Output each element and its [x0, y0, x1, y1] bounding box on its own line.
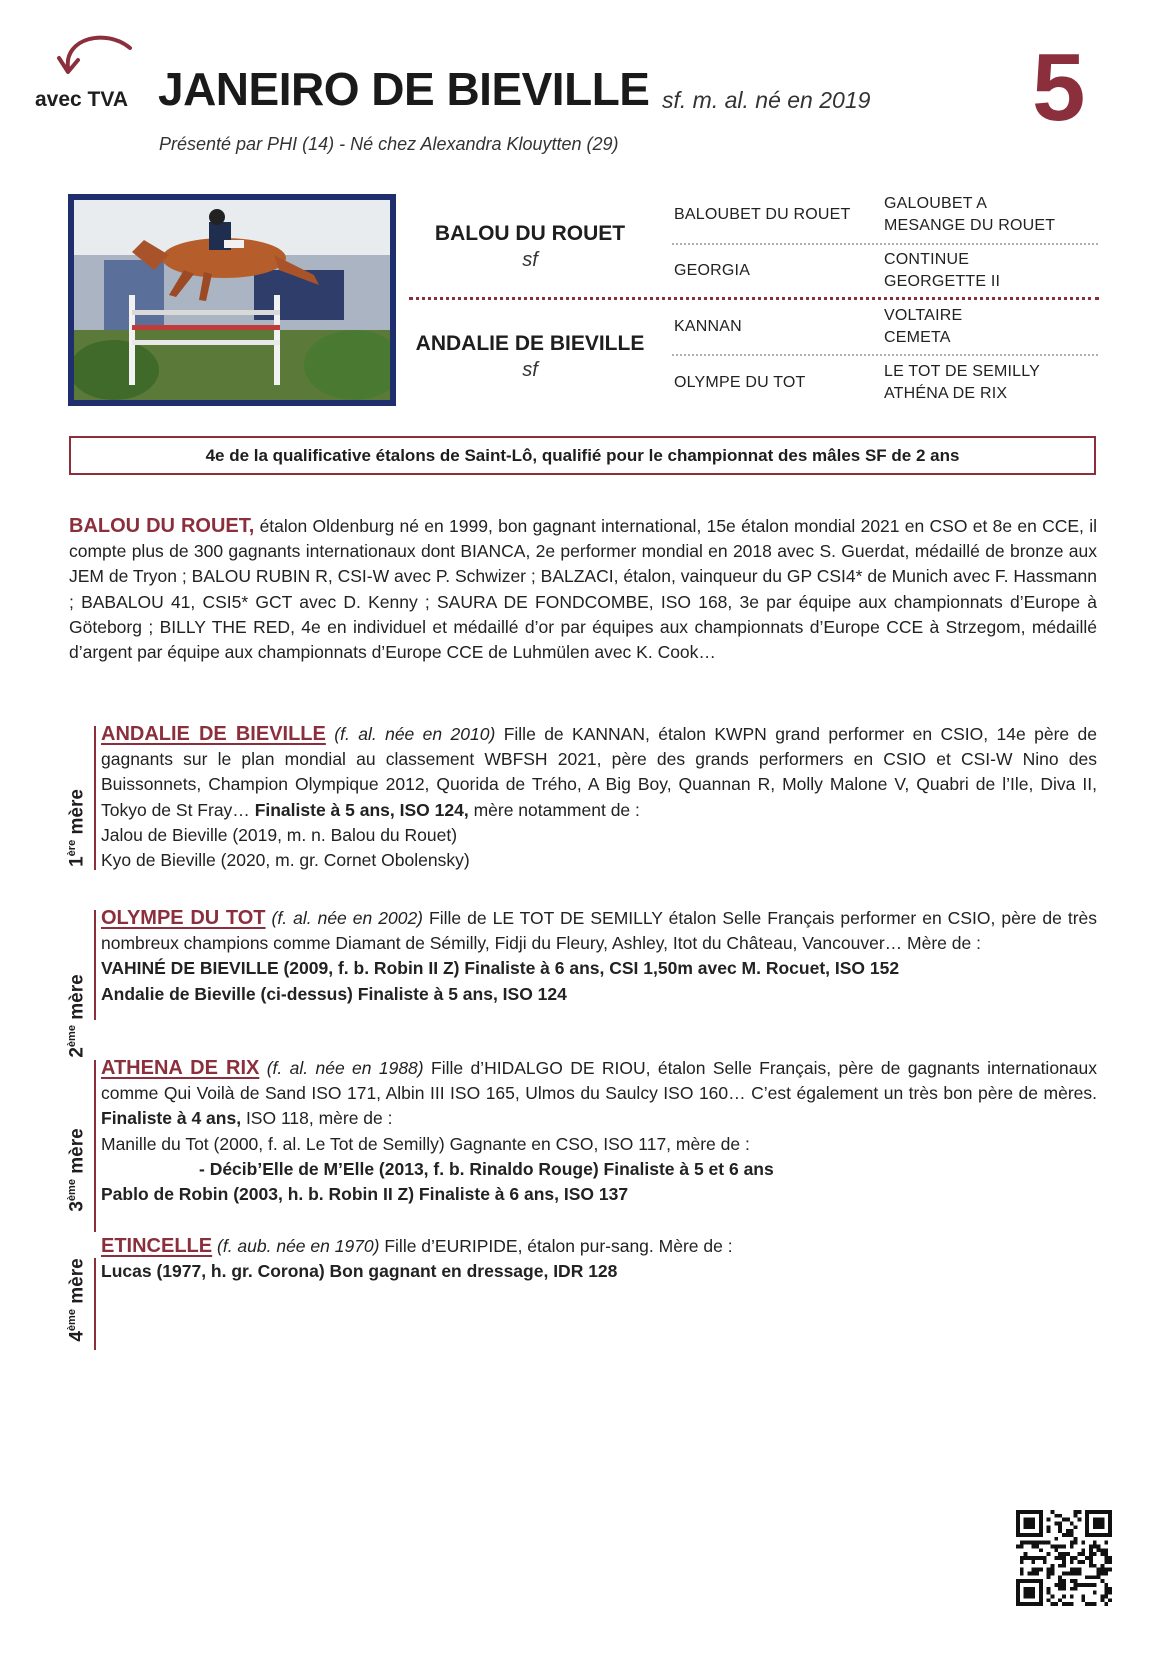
offspring-line: Manille du Tot (2000, f. al. Le Tot de Semilly) Gagnante en CSO, ISO 117, mère de :	[101, 1133, 750, 1154]
mere-3-label: 3ème mère	[66, 1128, 88, 1212]
mere-1-label: 1ère mère	[66, 789, 88, 867]
mere-3-bar	[94, 1060, 96, 1232]
mere-1-block	[101, 722, 1097, 873]
mere-4-label: 4ème mère	[66, 1258, 88, 1342]
granddam-paternal: GEORGIA	[674, 262, 751, 279]
mere-3-text: Fille d’HIDALGO DE RIOU, étalon Selle Français, père de gagnants internationaux comme Qui Voilà de Sand ISO 171, Albin III ISO 165, Ulmos du Saulcy ISO 160… C’est également un très bon père de mères.	[101, 1058, 1098, 1104]
great-grandparents-3	[884, 305, 962, 349]
qr-code-icon[interactable]	[1016, 1510, 1112, 1606]
mere-1-name: ANDALIE DE BIEVILLE	[101, 723, 326, 745]
offspring-subline: - Décib’Elle de M’Elle (2013, f. b. Rinaldo Rouge) Finaliste à 5 et 6 ans	[199, 1158, 774, 1179]
presenter-line: Présenté par PHI (14) - Né chez Alexandra Klouytten (29)	[159, 134, 619, 154]
mere-1-tail: mère notamment de :	[473, 799, 640, 820]
mere-3-info: (f. al. née en 1988)	[266, 1058, 424, 1078]
horse-name: JANEIRO DE BIEVILLE	[158, 63, 650, 115]
ggp-name: MESANGE DU ROUET	[884, 217, 1056, 234]
dam-breed: sf	[522, 359, 538, 381]
dam-name: ANDALIE DE BIEVILLE	[415, 332, 645, 355]
mere-2-label: 2ème mère	[66, 974, 88, 1058]
mere-3-tail: ISO 118, mère de :	[245, 1108, 393, 1129]
mere-1-text: Fille de KANNAN, étalon KWPN grand performer en CSIO, 14e père de gagnants sur le plan mondial au classement WBFSH 2021, père des grands performers en CSIO et CSI-W Nino des Buissonnets, Champion Olympique 2012, Quorida de Trého, A Big Boy, Quannan R, Molly Malone V, Quabri de l’Ile, Diva II, Tokyo de St Fray…	[101, 724, 1098, 820]
mere-2-block	[101, 906, 1097, 1007]
sire-description	[69, 514, 1097, 665]
mere-1-info: (f. al. née en 2010)	[334, 724, 496, 744]
offspring-line: VAHINÉ DE BIEVILLE (2009, f. b. Robin II Z) Finaliste à 6 ans, CSI 1,50m avec M. Rocuet, ISO 152	[101, 958, 900, 979]
mere-1-performance: Finaliste à 5 ans, ISO 124,	[254, 799, 469, 820]
mere-3-performance: Finaliste à 4 ans,	[101, 1108, 242, 1129]
mere-2-text: Fille de LE TOT DE SEMILLY étalon Selle Français performer en CSIO, père de très nombreux champions comme Diamant de Sémilly, Fidji du Fleury, Ashley, Itot du Château, Vancouver… Mère de :	[101, 908, 1098, 954]
mere-3-block	[101, 1056, 1097, 1207]
offspring-line: Andalie de Bieville (ci-dessus) Finaliste à 5 ans, ISO 124	[101, 983, 567, 1004]
ggp-name: GALOUBET A	[884, 195, 988, 212]
pedigree-subdivider	[672, 243, 1098, 245]
lot-number: 5	[1032, 34, 1086, 141]
granddam-maternal: OLYMPE DU TOT	[674, 374, 806, 391]
mere-4-block	[101, 1234, 1097, 1284]
sire-heading: BALOU DU ROUET,	[69, 515, 255, 537]
mere-4-bar	[94, 1258, 96, 1350]
qualification-banner: 4e de la qualificative étalons de Saint-Lô, qualifié pour le championnat des mâles SF de 2 ans	[69, 436, 1096, 475]
horse-photo	[68, 194, 396, 406]
ggp-name: CEMETA	[884, 329, 951, 346]
ggp-name: GEORGETTE II	[884, 273, 1001, 290]
sire-text: étalon Oldenburg né en 1999, bon gagnant international, 15e étalon mondial 2021 en CSO et 8e en CCE, il compte plus de 300 gagnants internationaux dont BIANCA, 2e performer mondial en 2018 avec S. Guerdat, médaillé de bronze aux JEM de Tryon ; BALOU RUBIN R, CSI-W avec P. Schwizer ; BALZACI, étalon, vainqueur du GP CSI4* de Munich avec F. Hassmann ; BABALOU 41, CSI5* GCT avec D. Kenny ; SAURA DE FONDCOMBE, ISO 168, 3e par équipe aux championnats d’Europe à Göteborg ; BILLY THE RED, 4e en individuel et médaillé d’or par équipes aux championnats d’Europe CCE à Strzegom, médaillé d’argent par équipe aux championnats d’Europe CCE de Luhmülen avec K. Cook…	[69, 516, 1097, 663]
mere-2-bar	[94, 910, 96, 1020]
ggp-name: LE TOT DE SEMILLY	[884, 363, 1041, 380]
horse-meta: sf. m. al. né en 2019	[662, 87, 871, 113]
offspring-line: Kyo de Bieville (2020, m. gr. Cornet Obolensky)	[101, 850, 470, 871]
mere-2-name: OLYMPE DU TOT	[101, 907, 266, 929]
mere-4-info: (f. aub. née en 1970)	[217, 1236, 380, 1256]
offspring-line: Lucas (1977, h. gr. Corona) Bon gagnant en dressage, IDR 128	[101, 1261, 618, 1282]
ggp-name: CONTINUE	[884, 251, 970, 268]
mere-4-name: ETINCELLE	[101, 1235, 213, 1257]
pedigree-subdivider	[672, 354, 1098, 356]
sire-breed: sf	[522, 249, 538, 271]
mere-1-bar	[94, 726, 96, 870]
curved-arrow-icon	[56, 28, 136, 84]
mere-2-info: (f. al. née en 2002)	[271, 908, 424, 928]
show-jumping-image	[74, 200, 390, 400]
tva-label: avec TVA	[35, 88, 128, 111]
great-grandparents-2	[884, 249, 1000, 293]
offspring-line: Pablo de Robin (2003, h. b. Robin II Z) Finaliste à 6 ans, ISO 137	[101, 1184, 629, 1205]
sire-name: BALOU DU ROUET	[434, 222, 626, 245]
ggp-name: ATHÉNA DE RIX	[884, 385, 1008, 402]
offspring-line: Jalou de Bieville (2019, m. n. Balou du Rouet)	[101, 824, 458, 845]
great-grandparents-1	[884, 193, 1055, 237]
ggp-name: VOLTAIRE	[884, 307, 963, 324]
mere-4-text: Fille d’EURIPIDE, étalon pur-sang. Mère de :	[384, 1236, 733, 1256]
grandsire-maternal: KANNAN	[674, 318, 742, 335]
grandsire-paternal: BALOUBET DU ROUET	[674, 206, 851, 223]
great-grandparents-4	[884, 361, 1040, 405]
mere-3-name: ATHENA DE RIX	[101, 1057, 260, 1079]
pedigree-divider	[409, 297, 1099, 300]
